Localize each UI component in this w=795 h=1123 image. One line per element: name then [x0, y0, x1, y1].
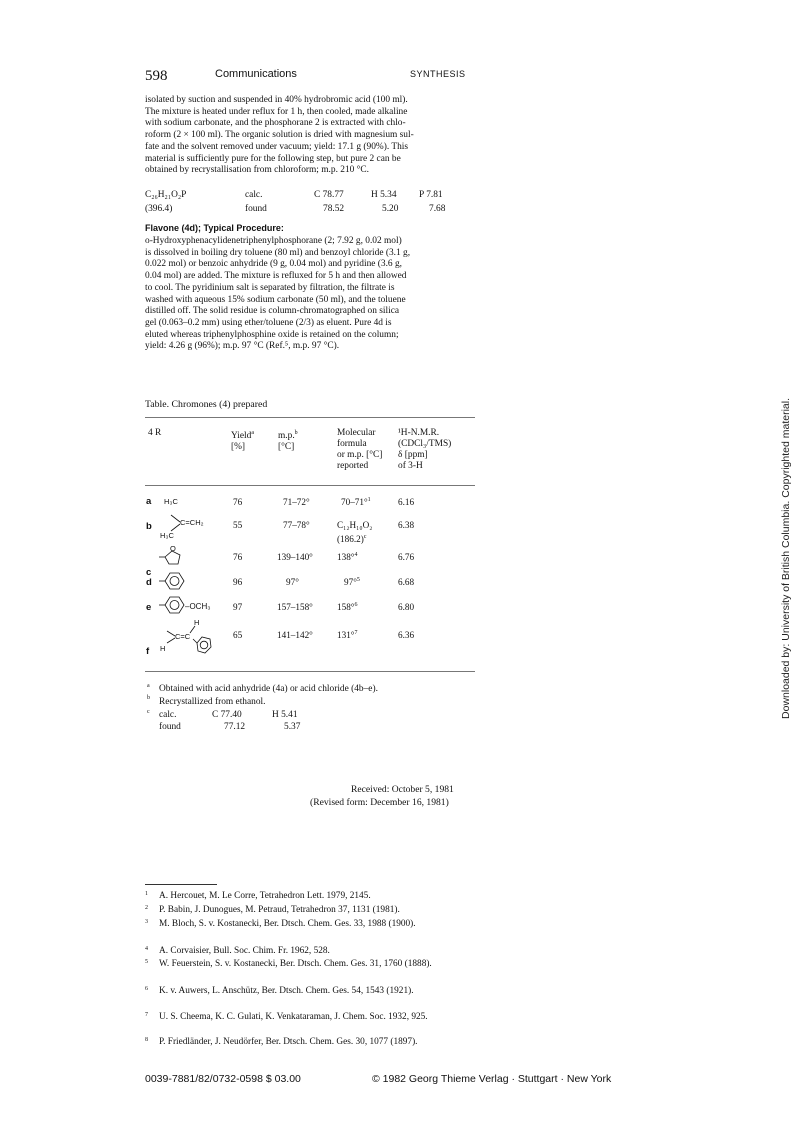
row-label: a: [146, 496, 152, 507]
cell-mp: 157–158°: [277, 602, 313, 612]
received-date: Received: October 5, 1981: [351, 784, 454, 795]
table-bottom-rule: [145, 671, 475, 672]
cell-mp: 71–72°: [283, 497, 310, 507]
col-header-yield: Yield$^a$ [%]: [231, 430, 254, 453]
footnote-b: Recrystallized from ethanol.: [159, 697, 266, 707]
reference-item: 6 K. v. Auwers, L. Anschütz, Ber. Dtsch. Chem. Ges. 54, 1543 (1921).: [145, 986, 414, 996]
text-line: 0.04 mol) are added. The mixture is refluxed for 5 h and then allowed: [145, 271, 407, 282]
analysis-found-label: found: [245, 204, 267, 214]
text-line: material is sufficiently pure for the following step, but pure 2 can be: [145, 153, 401, 164]
cell-reported: 138°$^4$: [337, 552, 358, 563]
text-line: o-Hydroxyphenacylidenetriphenylphosphorane (2; 7.92 g, 0.02 mol): [145, 236, 402, 246]
text-line: to cool. The pyridinium salt is separated by filtration, the filtrate is: [145, 282, 395, 293]
footnote-c-calc-label: calc.: [159, 710, 177, 720]
text-line: roform (2 × 100 ml). The organic solution is dried with magnesium sul-: [145, 130, 414, 141]
reference-item: 1 A. Hercouet, M. Le Corre, Tetrahedron Lett. 1979, 2145.: [145, 891, 371, 901]
section-title: Communications: [215, 68, 297, 80]
styryl-structure: [157, 619, 227, 665]
text-line: washed with aqueous 15% sodium carbonate (50 ml), and the toluene: [145, 294, 406, 305]
footnote-marker-c: c: [147, 709, 150, 715]
cell-nmr: 6.80: [398, 602, 415, 612]
footnote-marker-b: b: [147, 695, 150, 701]
revised-date: (Revised form: December 16, 1981): [310, 797, 449, 808]
footnote-c-calc-h: H 5.41: [272, 710, 298, 720]
analysis-calc-p: P 7.81: [419, 190, 443, 200]
analysis-calc-label: calc.: [245, 190, 263, 200]
col-header-r: 4 R: [148, 428, 162, 438]
footnote-a: Obtained with acid anhydride (4a) or acid chloride (4b–e).: [159, 684, 378, 694]
svg-text:H: H: [194, 618, 200, 627]
text-line: isolated by suction and suspended in 40% hydrobromic acid (100 ml).: [145, 95, 408, 105]
methoxy-group: –OCH₃: [185, 602, 211, 611]
analysis-found-p: 7.68: [429, 204, 446, 214]
r-group-methyl: H₃C: [164, 497, 178, 506]
text-line: fate and the solvent removed under vacuum; yield: 17.1 g (90%). This: [145, 141, 409, 152]
cell-yield: 76: [233, 552, 243, 562]
svg-text:C=C: C=C: [175, 632, 191, 641]
copyright-notice: © 1982 Georg Thieme Verlag · Stuttgart · New York: [372, 1073, 612, 1085]
text-line: distilled off. The solid residue is column-chromatographed on silica: [145, 306, 400, 317]
svg-text:C=CH₂: C=CH₂: [180, 518, 204, 527]
cell-nmr: 6.16: [398, 497, 415, 507]
intro-paragraph: [145, 95, 473, 177]
cell-reported: C₁₂H₁₀O₂: [337, 520, 373, 530]
cell-yield: 96: [233, 577, 243, 587]
procedure-heading: Flavone (4d); Typical Procedure:: [145, 223, 284, 233]
methoxyphenyl-ring: [157, 594, 187, 618]
cell-reported: 70–71°$^1$: [341, 497, 371, 508]
footnote-marker-a: a: [147, 683, 150, 689]
analysis-found-h: 5.20: [382, 204, 399, 214]
text-line: gel (0.063–0.2 mm) using ether/toluene (2/3) as eluent. Pure 4d is: [145, 317, 392, 328]
reference-item: 8 P. Friedländer, J. Neudörfer, Ber. Dtsch. Chem. Ges. 30, 1077 (1897).: [145, 1037, 418, 1047]
cell-reported: 158°$^6$: [337, 602, 358, 613]
cell-mp: 77–78°: [283, 520, 310, 530]
cell-nmr: 6.68: [398, 577, 415, 587]
cell-mp: 139–140°: [277, 552, 313, 562]
col-header-mp: m.p.$^b$ [°C]: [278, 430, 298, 453]
row-label: c: [146, 567, 152, 578]
procedure-paragraph: [145, 236, 473, 353]
text-line: obtained by recrystallisation from chloroform; m.p. 210 °C.: [145, 165, 370, 176]
text-line: is dissolved in boiling dry toluene (80 ml) and benzoyl chloride (3.1 g,: [145, 247, 411, 258]
cell-reported-2: $(186.2)^c$: [337, 534, 367, 545]
analysis-mw: (396.4): [145, 204, 173, 214]
analysis-calc-h: H 5.34: [371, 190, 397, 200]
footnote-c-found-c: 77.12: [224, 722, 246, 732]
row-label: d: [146, 577, 152, 588]
reference-item: 5 W. Feuerstein, S. v. Kostanecki, Ber. Dtsch. Chem. Ges. 31, 1760 (1888).: [145, 959, 432, 969]
page-number: 598: [145, 68, 168, 84]
isopropenyl-structure: [158, 513, 218, 539]
col-header-nmr: ¹H-N.M.R. (CDCl₃/TMS) δ [ppm] of 3-H: [398, 428, 452, 471]
footnote-c-found-h: 5.37: [284, 722, 301, 732]
text-line: 0.022 mol) or benzoic anhydride (9 g, 0.04 mol) and pyridine (3.6 g,: [145, 259, 402, 270]
analysis-found-c: 78.52: [323, 204, 345, 214]
cell-yield: 97: [233, 602, 243, 612]
cell-reported: 131°$^7$: [337, 630, 358, 641]
reference-item: 4 A. Corvaisier, Bull. Soc. Chim. Fr. 1962, 528.: [145, 946, 330, 956]
text-line: The mixture is heated under reflux for 1 h, then cooled, made alkaline: [145, 106, 408, 117]
text-line: with sodium carbonate, and the phosphorane 2 is extracted with chlo-: [145, 118, 406, 129]
cell-yield: 65: [233, 630, 243, 640]
cell-reported: 97°$^5$: [344, 577, 360, 588]
journal-name: SYNTHESIS: [410, 69, 466, 79]
cell-mp: 141–142°: [277, 630, 313, 640]
issn-code: 0039-7881/82/0732-0598 $ 03.00: [145, 1073, 301, 1085]
cell-yield: 55: [233, 520, 243, 530]
footnote-c-found-label: found: [159, 722, 181, 732]
cell-nmr: 6.36: [398, 630, 415, 640]
svg-text:H₃C: H₃C: [160, 531, 174, 540]
row-label: f: [146, 646, 150, 657]
phenyl-structure: [157, 570, 187, 594]
reference-item: 7 U. S. Cheema, K. C. Gulati, K. Venkataraman, J. Chem. Soc. 1932, 925.: [145, 1012, 428, 1022]
reference-item: 2 P. Babin, J. Dunogues, M. Petraud, Tetrahedron 37, 1131 (1981).: [145, 905, 400, 915]
analysis-calc-c: C 78.77: [314, 190, 344, 200]
row-label: e: [146, 602, 152, 613]
table-header-rule: [145, 485, 475, 486]
cell-yield: 76: [233, 497, 243, 507]
svg-text:H: H: [160, 644, 166, 653]
references-rule: [145, 884, 217, 885]
cell-nmr: 6.76: [398, 552, 415, 562]
reference-item: 3 M. Bloch, S. v. Kostanecki, Ber. Dtsch. Chem. Ges. 33, 1988 (1900).: [145, 919, 416, 929]
text-line: eluted whereas triphenylphosphine oxide is retained on the column;: [145, 329, 399, 340]
svg-text:O: O: [170, 544, 176, 553]
analysis-formula: C₂₆H₂₁O₂P: [145, 190, 187, 200]
cell-mp: 97°: [286, 577, 299, 587]
cell-nmr: 6.38: [398, 520, 415, 530]
col-header-formula: Molecular formula or m.p. [°C] reported: [337, 428, 383, 471]
row-label: b: [146, 521, 152, 532]
footnote-c-calc-c: C 77.40: [212, 710, 242, 720]
furyl-structure: [157, 545, 187, 571]
text-line: yield: 4.26 g (96%); m.p. 97 °C (Ref.⁵, m.p. 97 °C).: [145, 341, 340, 352]
download-watermark: Downloaded by: University of British Columbia. Copyrighted material.: [780, 398, 792, 719]
table-top-rule: [145, 417, 475, 418]
table-title: Table. Chromones (4) prepared: [145, 399, 268, 410]
